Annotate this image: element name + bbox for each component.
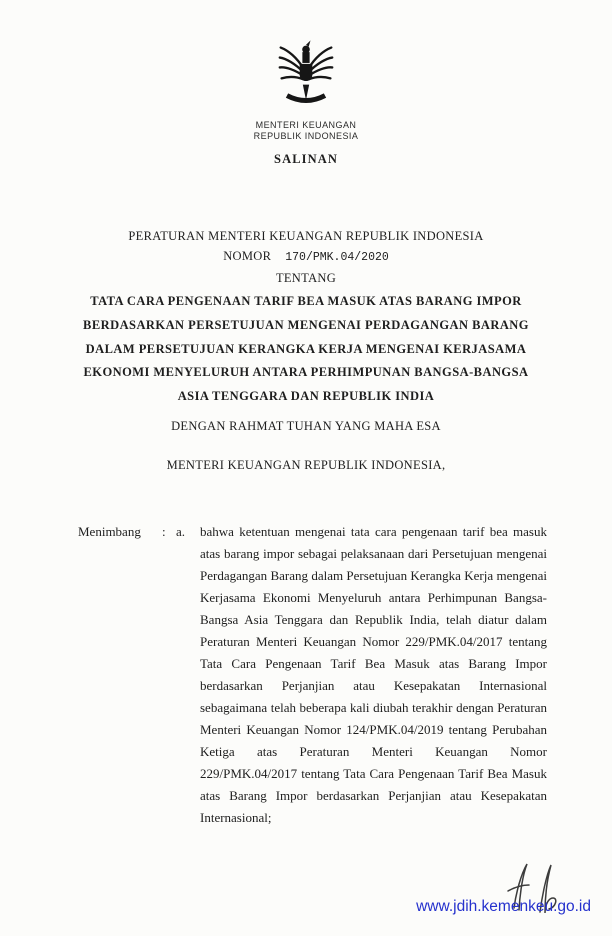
nomor-value: 170/PMK.04/2020 [285,251,389,264]
letterhead-ministry: MENTERI KEUANGAN [255,120,357,130]
nomor-label: NOMOR [223,249,272,263]
consideration-item-text: bahwa ketentuan mengenai tata cara pengenaan tarif bea masuk atas barang impor sebagai pelaksanaan dari Persetujuan mengenai Perdagangan Barang dalam Persetujuan Kerangka Kerja mengenai Kerjasama Ekonomi Menyeluruh antara Perhimpunan Bangsa-Bangsa Asia Tenggara dan Republik India, telah diatur dalam Peraturan Menteri Keuangan Nomor 229/PMK.04/2017 tentang Tata Cara Pengenaan Tarif Bea Masuk atas Barang Impor berdasarkan Perjanjian atau Kesepakatan Internasional sebagaimana telah beberapa kali diubah terakhir dengan Peraturan Menteri Keuangan Nomor 124/PMK.04/2019 tentang Perubahan Ketiga atas Peraturan Menteri Keuangan Nomor 229/PMK.04/2017 tentang Tata Cara Pengenaan Tarif Bea Masuk atas Barang Impor berdasarkan Perjanjian atau Kesepakatan Internasional; [200,524,547,825]
subject-line-2: BERDASARKAN PERSETUJUAN MENGENAI PERDAGANGAN BARANG [83,317,529,332]
subject-line-5: ASIA TENGGARA DAN REPUBLIK INDIA [177,389,435,404]
letterhead [0,34,612,167]
considerations-section [78,521,547,829]
regulation-subject [0,290,612,409]
considerations-colon: : [162,524,166,539]
subject-line-4: EKONOMI MENYELURUH ANTARA PERHIMPUNAN BANGSA-BANGSA [83,365,529,380]
considerations-label: Menimbang [78,524,141,539]
jdih-website-link[interactable]: www.jdih.kemenkeu.go.id [416,898,591,915]
regulation-title-block [0,226,612,409]
letterhead-republic: REPUBLIK INDONESIA [253,131,359,141]
garuda-pancasila-emblem-icon [277,34,335,110]
invocation-line: DENGAN RAHMAT TUHAN YANG MAHA ESA [171,419,441,433]
subject-line-3: DALAM PERSETUJUAN KERANGKA KERJA MENGENAI KERJASAMA [85,341,527,356]
regulation-number-line [0,246,612,268]
consideration-item-marker: a. [176,524,186,539]
copy-stamp-label: SALINAN [274,152,338,166]
subject-line-1: TATA CARA PENGENAAN TARIF BEA MASUK ATAS BARANG IMPOR [90,294,522,308]
authority-line: MENTERI KEUANGAN REPUBLIK INDONESIA, [166,458,446,472]
regulation-heading: PERATURAN MENTERI KEUANGAN REPUBLIK INDONESIA [128,229,484,243]
tentang-label: TENTANG [275,271,337,285]
